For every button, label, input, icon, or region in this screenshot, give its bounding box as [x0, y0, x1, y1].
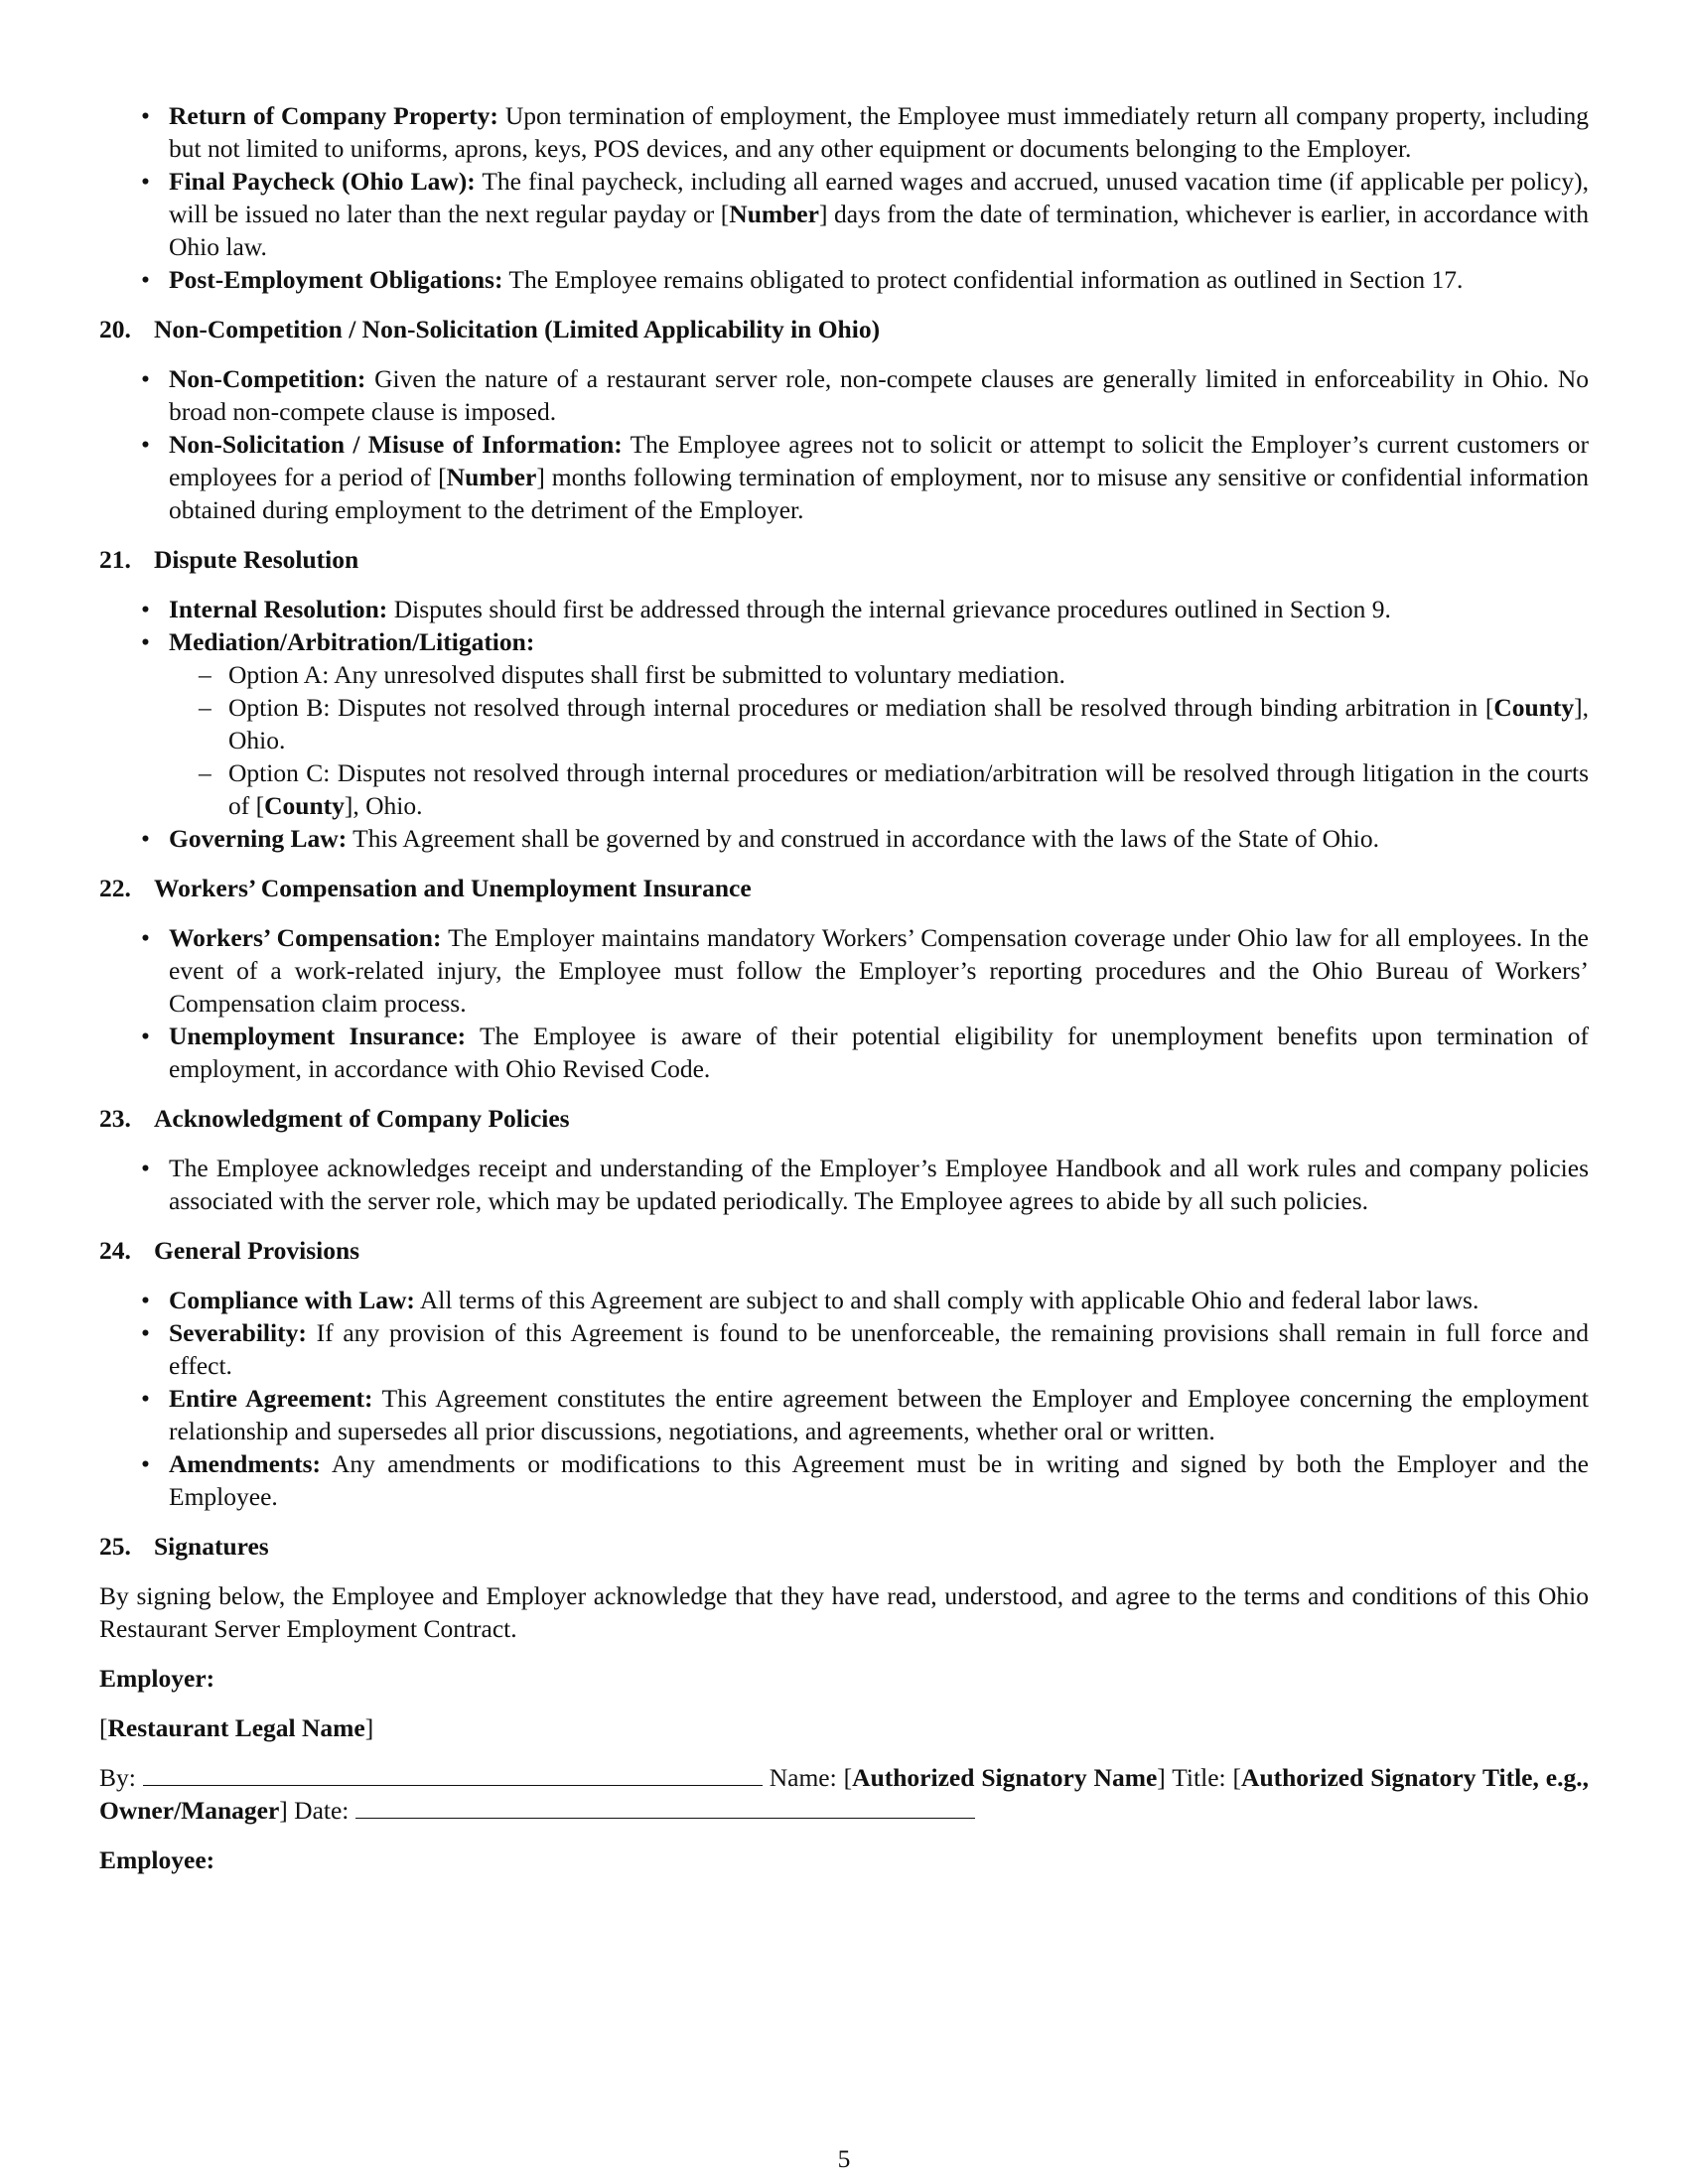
placeholder: County: [1493, 693, 1575, 722]
name-label: Name: [: [762, 1763, 853, 1792]
option-item: [169, 756, 1589, 822]
list-item: [99, 1382, 1589, 1447]
by-label: By:: [99, 1763, 136, 1792]
section-title: Non-Competition / Non-Solicitation (Limited Applicability in Ohio): [154, 315, 881, 343]
item-text: Given the nature of a restaurant server role, non-compete clauses are generally limited in enforceability in Ohio. No broad non-compete clause is imposed.: [169, 364, 1589, 426]
section-number: 23.: [99, 1104, 131, 1133]
options-list: [169, 658, 1589, 822]
termination-list: [99, 99, 1589, 296]
bracket: ]: [364, 1713, 374, 1742]
date-label: ] Date:: [279, 1796, 350, 1825]
item-text: Upon termination of employment, the Employee must immediately return all company property, including but not limited to uniforms, aprons, keys, POS devices, and any other equipment or documents belonging to the Employer.: [169, 101, 1589, 163]
option-item: [169, 691, 1589, 756]
section-number: 24.: [99, 1236, 131, 1265]
item-label: Non-Solicitation / Misuse of Information:: [169, 430, 623, 459]
list-item: [99, 593, 1589, 625]
item-label: Non-Competition:: [169, 364, 366, 393]
placeholder: County: [264, 791, 345, 820]
item-text: The Employee agrees not to solicit or attempt to solicit the Employer’s current customers or employees for a period of [: [169, 430, 1590, 491]
page-number: 5: [837, 2144, 851, 2173]
section-number: 21.: [99, 545, 131, 574]
dispute-list: [99, 593, 1589, 855]
placeholder: Number: [446, 463, 537, 491]
option-text: Option C: Disputes not resolved through internal procedures or mediation/arbitration will be resolved through litigation in the courts of [: [228, 758, 1589, 820]
employer-label-text: Employer:: [99, 1664, 215, 1693]
item-label: Mediation/Arbitration/Litigation:: [169, 627, 535, 656]
option-item: [169, 658, 1589, 691]
list-item: [99, 1152, 1589, 1217]
section-number: 22.: [99, 874, 131, 902]
section-number: 20.: [99, 315, 131, 343]
list-item: [99, 362, 1589, 428]
item-label: Compliance with Law:: [169, 1286, 415, 1314]
list-item: [99, 1316, 1589, 1382]
list-item: [99, 428, 1589, 526]
document-body: [99, 99, 1589, 1893]
item-label: Return of Company Property:: [169, 101, 498, 130]
item-text: Disputes should first be addressed through the internal grievance procedures outlined in Section 9.: [387, 595, 1391, 623]
list-item: [99, 625, 1589, 822]
section-title: Signatures: [154, 1532, 269, 1561]
option-text: Option B: Disputes not resolved through internal procedures or mediation shall be resolved through binding arbitration in [: [228, 693, 1494, 722]
list-item: [99, 1284, 1589, 1316]
provisions-list: [99, 1284, 1589, 1513]
item-label: Severability:: [169, 1318, 307, 1347]
section-title: General Provisions: [154, 1236, 360, 1265]
signature-blank[interactable]: [143, 1761, 763, 1786]
list-item: [99, 99, 1589, 165]
section-heading: [99, 1234, 1589, 1267]
item-text: ] months following termination of employment, nor to misuse any sensitive or confidential information obtained during employment to the detriment of the Employer.: [169, 463, 1589, 524]
list-item: [99, 263, 1589, 296]
restaurant-name-placeholder: Restaurant Legal Name: [107, 1713, 365, 1742]
list-item: [99, 921, 1589, 1020]
policies-list: [99, 1152, 1589, 1217]
section-heading: [99, 1102, 1589, 1135]
item-text: The Employee remains obligated to protect confidential information as outlined in Section 17.: [502, 265, 1464, 294]
section-heading: [99, 543, 1589, 576]
item-text: The final paycheck, including all earned wages and accrued, unused vacation time (if applicable per policy), will be issued no later than the next regular payday or [: [169, 167, 1589, 228]
signatory-name-placeholder: Authorized Signatory Name: [852, 1763, 1158, 1792]
employee-label: [99, 1843, 1589, 1876]
insurance-list: [99, 921, 1589, 1085]
item-text: If any provision of this Agreement is found to be unenforceable, the remaining provisions shall remain in full force and effect.: [169, 1318, 1589, 1380]
item-label: Entire Agreement:: [169, 1384, 373, 1413]
item-text: The Employer maintains mandatory Workers’ Compensation coverage under Ohio law for all employees. In the event of a work-related injury, the Employee must follow the Employer’s reporting procedures and the Ohio Bureau of Workers’ Compensation claim process.: [169, 923, 1590, 1018]
employee-label-text: Employee:: [99, 1845, 215, 1874]
item-text: This Agreement constitutes the entire agreement between the Employer and Employee concerning the employment relationship and supersedes all prior discussions, negotiations, and agreements, whether oral or written.: [169, 1384, 1589, 1445]
signature-intro: By signing below, the Employee and Employer acknowledge that they have read, understood, and agree to the terms and conditions of this Ohio Restaurant Server Employment Contract.: [99, 1581, 1589, 1643]
option-text: Option A: Any unresolved disputes shall first be submitted to voluntary mediation.: [228, 660, 1065, 689]
signatory-title-placeholder: Authorized Signatory Title, e.g., Owner/Manager: [99, 1763, 1589, 1825]
item-text: This Agreement shall be governed by and construed in accordance with the laws of the State of Ohio.: [347, 824, 1379, 853]
item-text: The Employee is aware of their potential eligibility for unemployment benefits upon termination of employment, in accordance with Ohio Revised Code.: [169, 1022, 1590, 1083]
list-item: [99, 1447, 1589, 1513]
item-label: Final Paycheck (Ohio Law):: [169, 167, 476, 196]
item-text: ] days from the date of termination, whichever is earlier, in accordance with Ohio law.: [169, 200, 1589, 261]
list-item: [99, 1020, 1589, 1085]
option-text: ], Ohio.: [344, 791, 423, 820]
item-text: All terms of this Agreement are subject to and shall comply with applicable Ohio and federal labor laws.: [414, 1286, 1479, 1314]
section-title: Acknowledgment of Company Policies: [154, 1104, 570, 1133]
item-label: Post-Employment Obligations:: [169, 265, 503, 294]
option-text: ], Ohio.: [228, 693, 1589, 754]
employer-label: [99, 1662, 1589, 1695]
noncompete-list: [99, 362, 1589, 526]
restaurant-name-line: [99, 1711, 1589, 1744]
employer-signature-line: [99, 1761, 1589, 1827]
section-title: Dispute Resolution: [154, 545, 359, 574]
item-label: Governing Law:: [169, 824, 348, 853]
item-label: Unemployment Insurance:: [169, 1022, 467, 1050]
item-text: Any amendments or modifications to this Agreement must be in writing and signed by both the Employer and the Employee.: [169, 1449, 1589, 1511]
list-item: [99, 165, 1589, 263]
item-text: The Employee acknowledges receipt and understanding of the Employer’s Employee Handbook and all work rules and company policies associated with the server role, which may be updated periodically. The Employee agrees to abide by all such policies.: [169, 1154, 1589, 1215]
section-heading: [99, 872, 1589, 904]
item-label: Workers’ Compensation:: [169, 923, 442, 952]
list-item: [99, 822, 1589, 855]
item-label: Internal Resolution:: [169, 595, 388, 623]
section-heading: [99, 313, 1589, 345]
placeholder: Number: [729, 200, 819, 228]
section-title: Workers’ Compensation and Unemployment Insurance: [154, 874, 752, 902]
section-heading: [99, 1530, 1589, 1563]
section-number: 25.: [99, 1532, 131, 1561]
item-label: Amendments:: [169, 1449, 321, 1478]
bracket: [: [99, 1713, 108, 1742]
date-blank[interactable]: [355, 1794, 975, 1819]
title-label: ] Title: [: [1157, 1763, 1242, 1792]
